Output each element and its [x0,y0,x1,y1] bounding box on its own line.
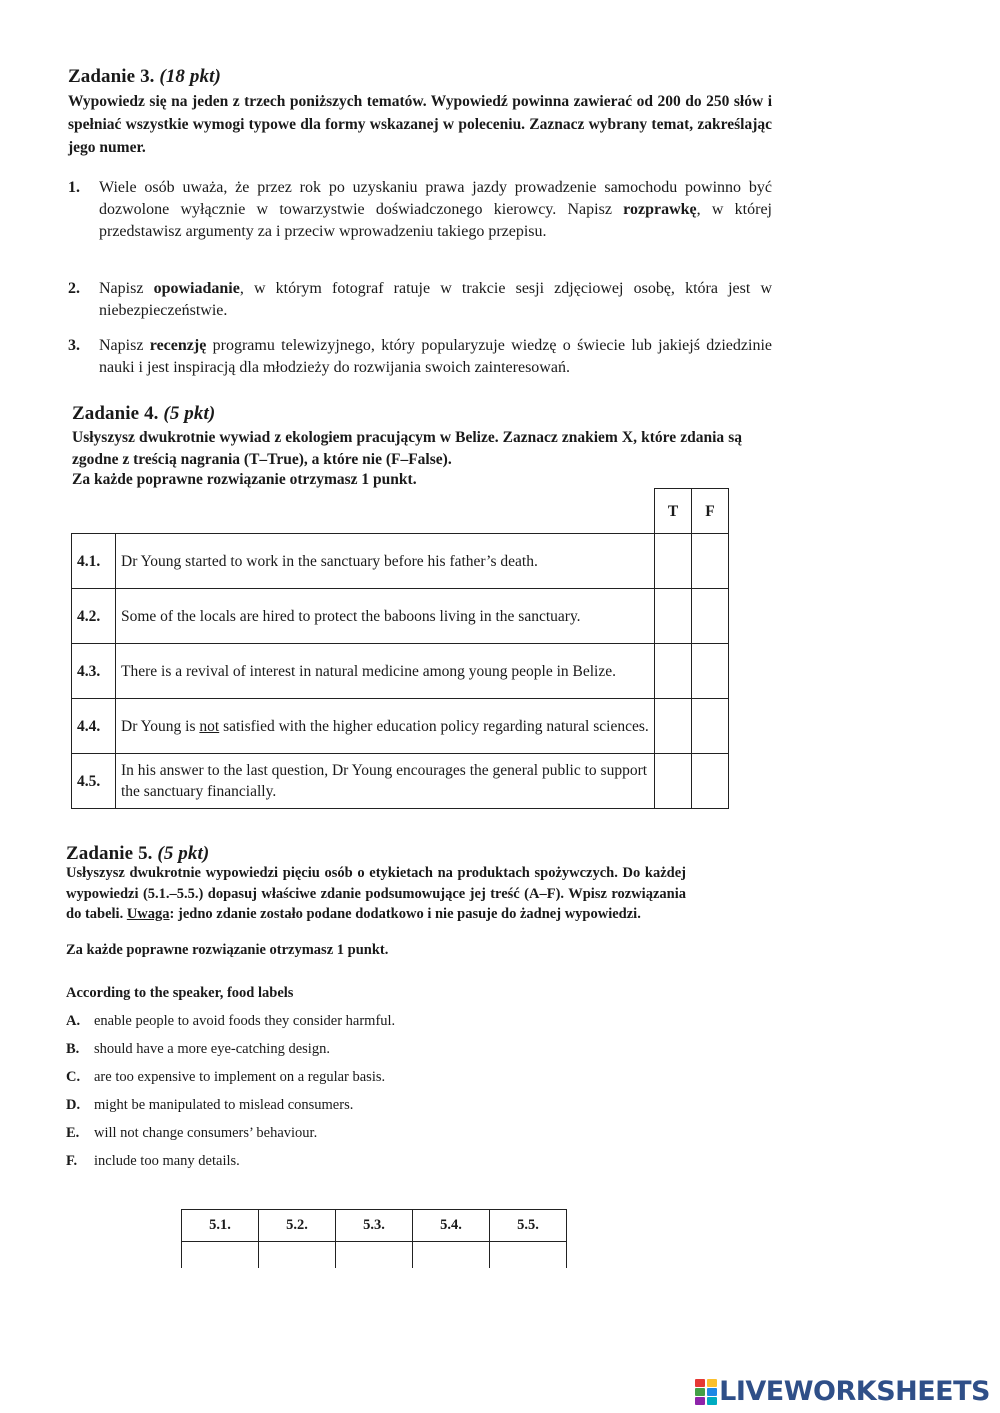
column-false-header: F [692,489,729,534]
true-answer-cell[interactable] [655,699,692,754]
answer-header: 5.4. [413,1210,490,1242]
option-d: D. might be manipulated to mislead consumers. [66,1097,354,1113]
topic-number[interactable]: 1. [68,179,80,196]
liveworksheets-logo [695,1376,990,1407]
option-f: F. include too many details. [66,1153,240,1169]
true-false-table [71,488,729,809]
row-statement: Dr Young started to work in the sanctuary before his father’s death. [116,534,655,589]
task5-scoring: Za każde poprawne rozwiązanie otrzymasz 1 punkt. [66,942,389,958]
row-statement: Some of the locals are hired to protect the baboons living in the sanctuary. [116,589,655,644]
topic-number[interactable]: 3. [68,337,80,354]
task3-topic-1[interactable]: 1. Wiele osób uważa, że przez rok po uzyskaniu prawa jazdy prowadzenie samochodu powinno być dozwolone wyłącznie w towarzystwie doświadczonego kierowcy. Napisz rozprawkę, w której przedstawisz argumenty za i przeciw wprowadzeniu takiego przepisu. [68,179,773,240]
task5-heading [66,843,209,865]
table-header-blank [72,489,655,534]
answer-table [181,1209,567,1268]
answer-cell[interactable] [259,1242,336,1268]
answer-header: 5.5. [490,1210,567,1242]
task3-points: (18 pkt) [159,66,221,87]
task5-instruction: Usłyszysz dwukrotnie wypowiedzi pięciu osób o etykietach na produktach spożywczych. Do każdej wypowiedzi (5.1.–5.5.) dopasuj właściwe zdanie podsumowujące jej treść (A–F). Wpisz rozwiązania do tabeli. Uwaga: jedno zdanie zostało podane dodatkowo i nie pasuje do żadnej wypowiedzi. [66,865,686,922]
task3-topic-2[interactable]: 2. Napisz opowiadanie, w którym fotograf ratuje w trakcie sesji zdjęciowej osobę, która jest w niebezpieczeństwie. [68,280,772,319]
option-e: E. will not change consumers’ behaviour. [66,1125,318,1141]
task3-instruction: Wypowiedz się na jeden z trzech poniższych tematów. Wypowiedź powinna zawierać od 200 do 250 słów i spełniać wszystkie wymogi typowe dla formy wskazanej w poleceniu. Zaznacz wybrany temat, zakreślając jego numer. [68,93,772,156]
option-a: A. enable people to avoid foods they consider harmful. [66,1013,396,1029]
topic-number[interactable]: 2. [68,280,80,297]
true-answer-cell[interactable] [655,589,692,644]
task4-title: Zadanie 4. [72,403,159,424]
row-statement: Dr Young is not satisfied with the higher education policy regarding natural sciences. [116,699,655,754]
task4-heading [72,403,215,425]
false-answer-cell[interactable] [692,589,729,644]
true-answer-cell[interactable] [655,644,692,699]
answer-cell[interactable] [336,1242,413,1268]
table-row [72,589,729,644]
option-b: B. should have a more eye-catching design. [66,1041,330,1057]
column-true-header: T [655,489,692,534]
task4-instruction: Usłyszysz dwukrotnie wywiad z ekologiem pracującym w Belize. Zaznacz znakiem X, które zdania są zgodne z treścią nagrania (T–True), a które nie (F–False). [72,429,742,468]
table-row [72,644,729,699]
task4-scoring: Za każde poprawne rozwiązanie otrzymasz 1 punkt. [72,471,417,488]
row-id: 4.3. [72,644,116,699]
table-row [72,754,729,809]
task3-topic-3[interactable]: 3. Napisz recenzję programu telewizyjnego, który popularyzuje wiedzę o świecie lub jakiejś dziedzinie nauki i jest inspiracją dla młodzieży do rozwijania swoich zainteresowań. [68,337,772,376]
false-answer-cell[interactable] [692,534,729,589]
answer-header: 5.1. [182,1210,259,1242]
logo-blocks-icon [695,1379,717,1405]
table-row [72,699,729,754]
row-id: 4.2. [72,589,116,644]
task4-points: (5 pkt) [163,403,216,424]
answer-header: 5.2. [259,1210,336,1242]
answer-cell[interactable] [413,1242,490,1268]
answer-header: 5.3. [336,1210,413,1242]
options-lead: According to the speaker, food labels [66,985,294,1001]
row-id: 4.1. [72,534,116,589]
false-answer-cell[interactable] [692,754,729,809]
row-statement: In his answer to the last question, Dr Young encourages the general public to support the sanctuary financially. [116,754,655,809]
row-id: 4.4. [72,699,116,754]
task5-points: (5 pkt) [157,843,210,864]
task5-title: Zadanie 5. [66,843,153,864]
option-c: C. are too expensive to implement on a regular basis. [66,1069,386,1085]
table-row [72,534,729,589]
true-answer-cell[interactable] [655,534,692,589]
row-statement: There is a revival of interest in natural medicine among young people in Belize. [116,644,655,699]
false-answer-cell[interactable] [692,699,729,754]
task3-title: Zadanie 3. [68,66,155,87]
logo-text: LIVEWORKSHEETS [719,1376,990,1407]
true-answer-cell[interactable] [655,754,692,809]
task3-heading [68,66,221,88]
answer-cell[interactable] [490,1242,567,1268]
false-answer-cell[interactable] [692,644,729,699]
row-id: 4.5. [72,754,116,809]
answer-cell[interactable] [182,1242,259,1268]
